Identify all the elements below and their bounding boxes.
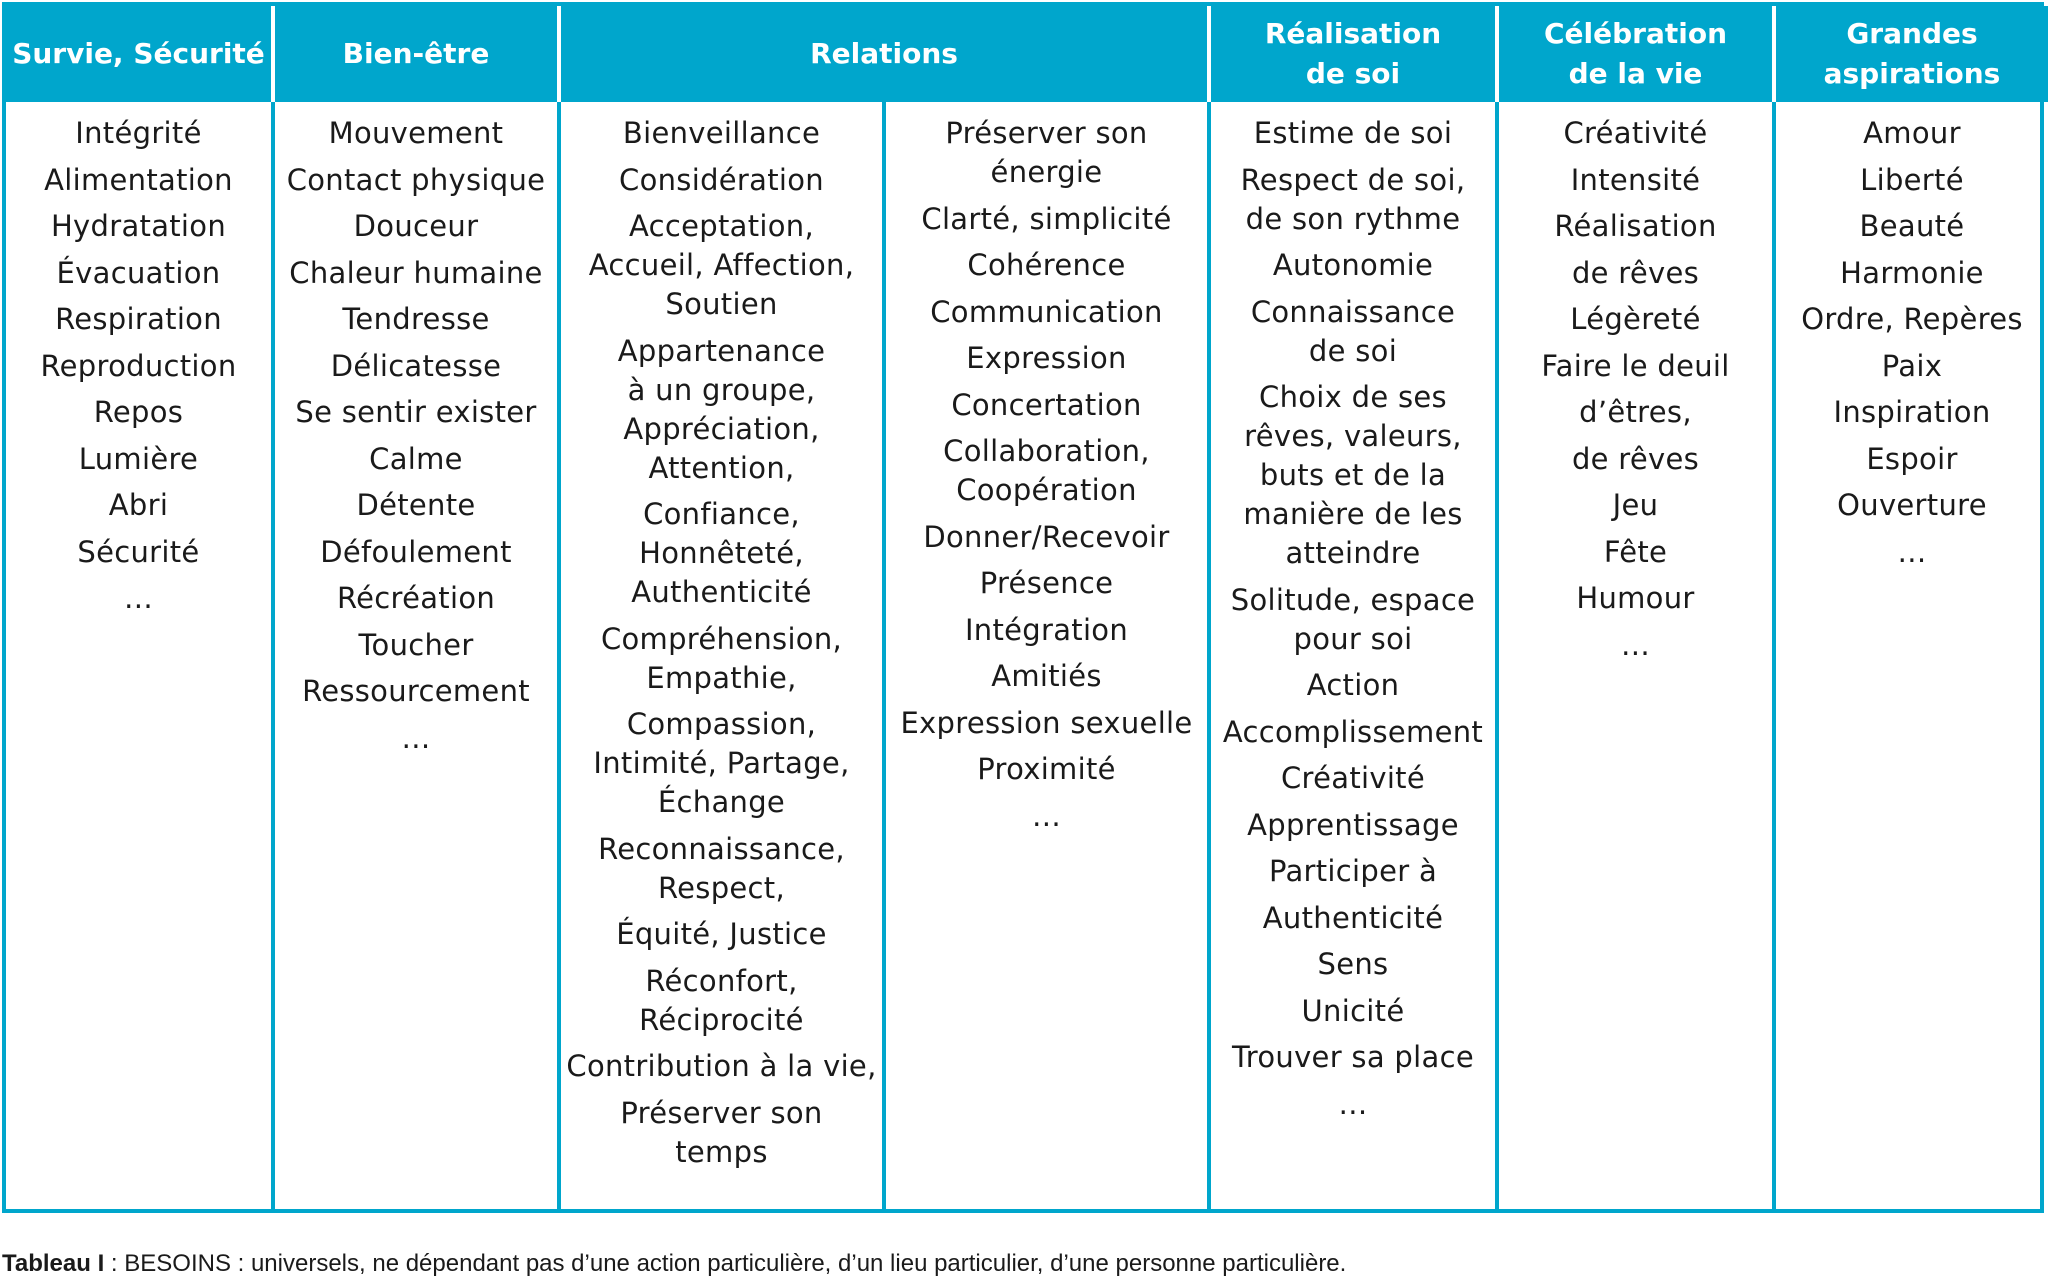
- caption-text: : BESOINS : universels, ne dépendant pas d’une action particulière, d’un lieu particulier, d’une personne particulière.: [104, 1250, 1347, 1277]
- need-item: Mouvement: [328, 116, 504, 150]
- column-bien-etre: [271, 102, 557, 1209]
- need-item: de rêves: [1571, 441, 1700, 476]
- header-relations: Relations: [557, 6, 1207, 102]
- need-item: Abri: [108, 488, 169, 522]
- need-item: Clarté, simplicité: [921, 201, 1172, 236]
- need-item: Contact physique: [286, 162, 546, 197]
- need-item: d’êtres,: [1579, 395, 1692, 429]
- header-bien-etre: Bien-être: [271, 6, 557, 102]
- need-item: Créativité: [1563, 116, 1708, 150]
- need-item: Hydratation: [50, 209, 227, 243]
- need-item: Repos: [93, 395, 184, 429]
- need-item: …: [123, 581, 154, 615]
- need-item: …: [1338, 1086, 1368, 1121]
- need-item: Authenticité: [1262, 900, 1444, 935]
- need-item: Collaboration, Coopération: [943, 434, 1150, 507]
- need-item: Jeu: [1612, 488, 1659, 522]
- need-item: Expression sexuelle: [900, 705, 1193, 740]
- need-item: Ressourcement: [302, 674, 530, 708]
- need-item: Unicité: [1301, 993, 1405, 1028]
- need-item: de rêves: [1571, 255, 1700, 290]
- column-celebration: [1495, 102, 1772, 1209]
- need-item: Appartenance à un groupe, Appréciation, Attention,: [617, 333, 826, 485]
- need-item: Liberté: [1860, 162, 1964, 197]
- need-item: Beauté: [1859, 209, 1965, 243]
- need-item: Ouverture: [1837, 488, 1987, 522]
- header-realisation: Réalisation de soi: [1207, 6, 1495, 102]
- need-item: Calme: [369, 441, 463, 476]
- need-item: Réalisation: [1554, 209, 1717, 243]
- need-item: Bienveillance: [622, 116, 821, 150]
- need-item: Confiance, Honnêteté, Authenticité: [631, 497, 812, 609]
- need-item: Humour: [1576, 581, 1695, 615]
- need-item: Proximité: [977, 752, 1116, 786]
- need-item: Intensité: [1570, 162, 1701, 197]
- need-item: …: [1031, 798, 1062, 833]
- need-item: Amour: [1863, 116, 1961, 150]
- need-item: Sens: [1317, 947, 1389, 981]
- need-item: Se sentir exister: [295, 395, 537, 429]
- need-item: Détente: [356, 488, 476, 522]
- column-survie: [6, 102, 271, 1209]
- need-item: Évacuation: [56, 255, 221, 290]
- need-item: Communication: [930, 294, 1163, 329]
- need-item: Préserver son énergie: [945, 116, 1148, 189]
- need-item: Lumière: [78, 441, 199, 476]
- need-item: Cohérence: [967, 248, 1126, 282]
- need-item: Défoulement: [320, 534, 512, 569]
- column-realisation: [1207, 102, 1495, 1209]
- need-item: Faire le deuil: [1541, 348, 1730, 383]
- need-item: Tendresse: [342, 302, 490, 336]
- need-item: Intégration: [964, 612, 1129, 647]
- need-item: Accomplissement: [1222, 714, 1484, 749]
- need-item: Préserver son temps: [620, 1095, 823, 1169]
- need-item: Douceur: [353, 209, 479, 243]
- need-item: Contribution à la vie,: [566, 1049, 877, 1083]
- need-item: Acceptation, Accueil, Affection, Soutien: [588, 209, 855, 321]
- need-item: …: [1620, 627, 1651, 662]
- need-item: Connaissance de soi: [1250, 294, 1456, 368]
- header-aspirations: Grandes aspirations: [1772, 6, 2048, 102]
- need-item: Respect de soi, de son rythme: [1240, 162, 1466, 236]
- need-item: Considération: [619, 162, 824, 197]
- need-item: Récréation: [336, 581, 496, 615]
- need-item: Expression: [966, 341, 1127, 375]
- need-item: Reconnaissance, Respect,: [598, 831, 845, 905]
- need-item: Équité, Justice: [616, 917, 827, 951]
- need-item: Estime de soi: [1253, 116, 1453, 150]
- need-item: Reproduction: [40, 348, 237, 383]
- need-item: Fête: [1603, 534, 1668, 569]
- need-item: Légèreté: [1570, 302, 1701, 336]
- need-item: Solitude, espace pour soi: [1230, 582, 1476, 656]
- need-item: Compassion, Intimité, Partage, Échange: [593, 707, 850, 819]
- need-item: Réconfort, Réciprocité: [639, 963, 804, 1037]
- need-item: Toucher: [358, 627, 474, 662]
- column-aspirations: [1772, 102, 2048, 1209]
- need-item: Alimentation: [44, 162, 233, 197]
- need-item: Délicatesse: [330, 348, 502, 383]
- need-item: Intégrité: [75, 116, 202, 150]
- needs-table: [2, 2, 2044, 1213]
- need-item: Apprentissage: [1247, 807, 1459, 842]
- need-item: Participer à: [1268, 854, 1438, 888]
- need-item: Inspiration: [1833, 395, 1991, 429]
- need-item: Action: [1306, 668, 1400, 702]
- need-item: Trouver sa place: [1232, 1040, 1474, 1074]
- column-relations-b: [882, 102, 1207, 1209]
- need-item: Paix: [1881, 348, 1943, 383]
- need-item: …: [1897, 534, 1927, 569]
- column-relations-a: [557, 102, 882, 1209]
- need-item: Chaleur humaine: [289, 255, 543, 290]
- need-item: Amitiés: [991, 659, 1102, 693]
- need-item: Respiration: [55, 302, 222, 336]
- need-item: …: [401, 720, 431, 755]
- table-caption: [2, 1250, 1346, 1278]
- need-item: Concertation: [951, 387, 1142, 422]
- need-item: Espoir: [1866, 441, 1958, 476]
- need-item: Sécurité: [77, 534, 200, 569]
- need-item: Autonomie: [1272, 248, 1434, 282]
- need-item: Donner/Recevoir: [923, 519, 1170, 554]
- need-item: Créativité: [1280, 761, 1425, 795]
- header-celebration: Célébration de la vie: [1495, 6, 1772, 102]
- need-item: Compréhension, Empathie,: [600, 621, 843, 695]
- need-item: Harmonie: [1840, 255, 1984, 290]
- caption-label: Tableau I: [2, 1250, 105, 1277]
- header-survie: Survie, Sécurité: [6, 6, 271, 102]
- need-item: Présence: [979, 566, 1114, 600]
- need-item: Ordre, Repères: [1801, 302, 2023, 336]
- need-item: Choix de ses rêves, valeurs, buts et de la manière de les atteindre: [1243, 380, 1463, 570]
